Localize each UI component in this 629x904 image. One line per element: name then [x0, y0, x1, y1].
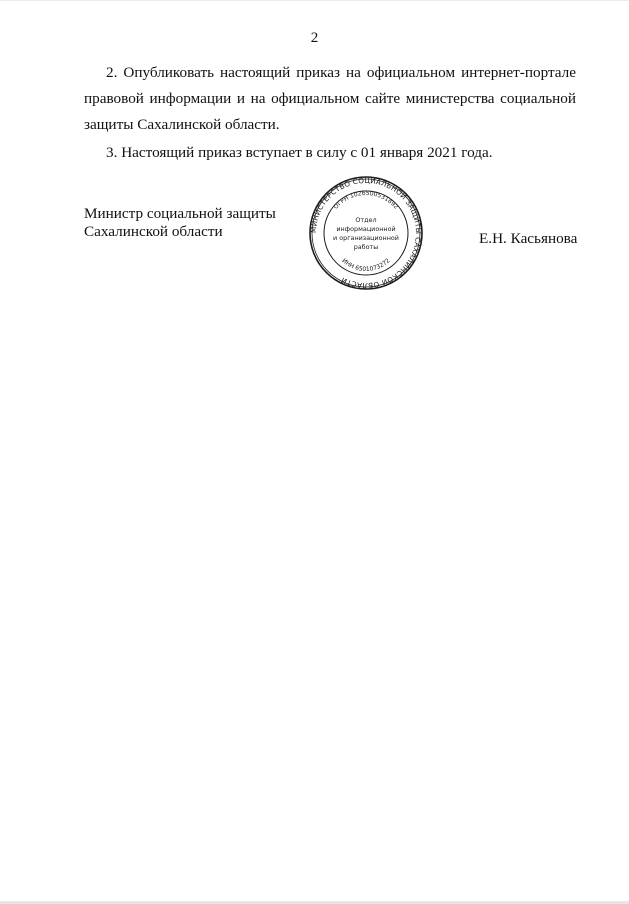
stamp-outer-textpath: МИНИСТЕРСТВО СОЦИАЛЬНОЙ ЗАЩИТЫ САХАЛИНСКОЙ ОБЛАСТИ — [308, 175, 424, 291]
page-number: 2 — [310, 30, 319, 46]
official-stamp-seal — [308, 175, 424, 291]
stamp-inn-textpath: ИНН 6501073272 — [340, 257, 392, 274]
stamp-ogrn-textpath: ОГРН 1026500531892 — [332, 189, 400, 211]
signer-title-line-2: Сахалинской области — [84, 223, 223, 240]
signer-title-line-1: Министр социальной защиты — [84, 205, 276, 222]
stamp-center-line-3: и организационной — [333, 234, 399, 242]
page-top-edge — [0, 0, 629, 1]
paragraph-effective-date: 3. Настоящий приказ вступает в силу с 01 января 2021 года. — [106, 144, 493, 161]
signer-title — [84, 205, 276, 241]
signer-name: Е.Н. Касьянова — [479, 230, 578, 247]
stamp-ogrn-text — [332, 190, 399, 211]
stamp-center-line-1: Отдел — [355, 216, 377, 224]
stamp-center-line-4: работы — [353, 243, 379, 251]
stamp-center-line-2: информационной — [336, 225, 396, 233]
paragraph-publish: 2. Опубликовать настоящий приказ на официальном интернет-портале правовой информации и на официальном сайте министерства социальной защиты Сахалинской области. — [84, 64, 576, 133]
